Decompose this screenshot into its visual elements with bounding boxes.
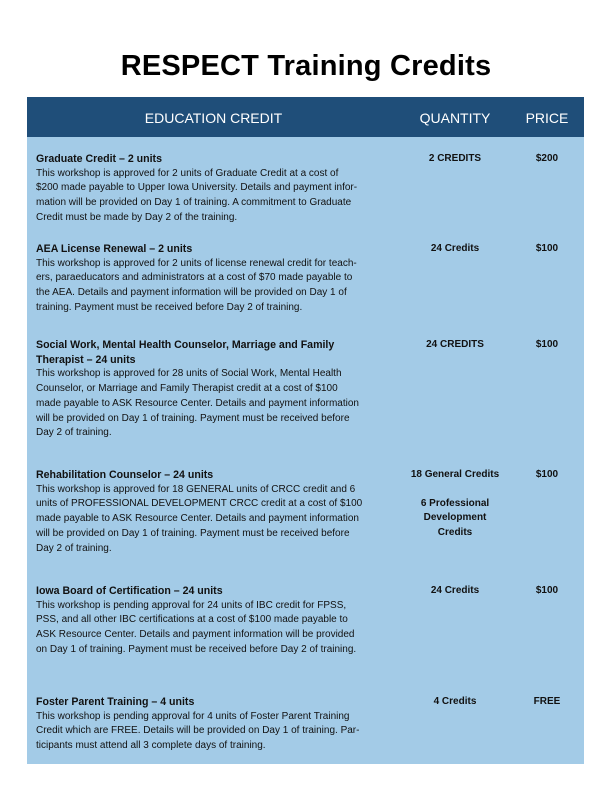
row-description xyxy=(36,338,396,441)
row-title: AEA License Renewal – 2 units xyxy=(36,243,193,255)
row-quantity: 24 Credits xyxy=(430,585,480,596)
row-text-line: PSS, and all other IBC certifications at a cost of $100 made payable to xyxy=(36,614,348,626)
row-quantity: 24 Credits xyxy=(430,243,480,254)
row-text-line: training. Payment must be received before Day 2 of training. xyxy=(36,301,303,313)
row-title-continued: Therapist – 24 units xyxy=(36,353,136,366)
row-price: $100 xyxy=(535,469,559,480)
row-text-line: mation will be provided on Day 1 of training. A commitment to Graduate xyxy=(36,197,352,209)
header-price: PRICE xyxy=(525,110,569,126)
row-text-line: This workshop is approved for 2 units of license renewal credit for teach- xyxy=(36,257,357,269)
row-text-line: This workshop is pending approval for 4 units of Foster Parent Training xyxy=(36,710,350,722)
row-text-line: Credit must be made by Day 2 of the training. xyxy=(36,211,238,223)
row-text-line: $200 made payable to Upper Iowa University. Details and payment infor- xyxy=(36,182,358,194)
row-text-line: This workshop is pending approval for 24 units of IBC credit for FPSS, xyxy=(36,599,347,611)
header-education-credit: EDUCATION CREDIT xyxy=(144,110,283,126)
row-price: $100 xyxy=(535,339,559,350)
row-title: Foster Parent Training – 4 units xyxy=(36,696,195,708)
row-price: FREE xyxy=(533,696,561,707)
quantity-general: 18 General Credits xyxy=(410,469,500,480)
row-text-line: units of PROFESSIONAL DEVELOPMENT CRCC credit at a cost of $100 xyxy=(36,498,363,510)
row-text-line: ASK Resource Center. Details and payment information will be provided xyxy=(36,629,355,641)
row-price: $200 xyxy=(535,153,559,164)
row-title: Iowa Board of Certification – 24 units xyxy=(36,585,223,597)
row-quantity: 24 CREDITS xyxy=(426,339,484,350)
row-text-line: made payable to ASK Resource Center. Details and payment information xyxy=(36,513,359,525)
row-title: Rehabilitation Counselor – 24 units xyxy=(36,469,214,481)
row-text-line: will be provided on Day 1 of training. Payment must be received before xyxy=(36,527,350,539)
row-text-line: This workshop is approved for 18 GENERAL units of CRCC credit and 6 xyxy=(36,483,356,495)
row-text-line: This workshop is approved for 28 units of Social Work, Mental Health xyxy=(36,368,342,380)
row-title: Graduate Credit – 2 units xyxy=(36,153,162,165)
row-text-line: on Day 1 of training. Payment must be received before Day 2 of training. xyxy=(36,643,357,655)
row-price: $100 xyxy=(535,585,559,596)
row-description xyxy=(36,152,396,226)
row-description xyxy=(36,695,396,754)
row-price: $100 xyxy=(535,243,559,254)
page-title: RESPECT Training Credits xyxy=(120,50,492,82)
credits-table xyxy=(27,97,584,764)
row-text-line: This workshop is approved for 2 units of Graduate Credit at a cost of xyxy=(36,167,339,179)
row-quantity: 4 Credits xyxy=(433,696,477,707)
row-quantity: 2 CREDITS xyxy=(428,153,482,164)
row-text-line: Counselor, or Marriage and Family Therapist credit at a cost of $100 xyxy=(36,383,338,395)
row-title: Social Work, Mental Health Counselor, Marriage and Family xyxy=(36,339,335,351)
row-text-line: will be provided on Day 1 of training. Payment must be received before xyxy=(36,412,350,424)
quantity-professional: Credits xyxy=(437,527,473,539)
header-quantity: QUANTITY xyxy=(419,110,491,126)
table-header xyxy=(27,97,584,137)
row-text-line: made payable to ASK Resource Center. Details and payment information xyxy=(36,397,359,409)
row-quantity xyxy=(400,468,510,541)
row-text-line: Day 2 of training. xyxy=(36,427,112,439)
row-description xyxy=(36,242,396,316)
quantity-professional: 6 Professional xyxy=(420,497,490,509)
row-text-line: the AEA. Details and payment information will be provided on Day 1 of xyxy=(36,287,347,299)
quantity-professional: Development xyxy=(423,512,487,524)
row-text-line: ticipants must attend all 3 complete days of training. xyxy=(36,740,266,752)
row-text-line: Day 2 of training. xyxy=(36,542,112,554)
row-description xyxy=(36,584,396,658)
row-text-line: ers, paraeducators and administrators at a cost of $70 made payable to xyxy=(36,272,353,284)
row-text-line: Credit which are FREE. Details will be provided on Day 1 of training. Par- xyxy=(36,725,360,737)
row-description xyxy=(36,468,396,556)
